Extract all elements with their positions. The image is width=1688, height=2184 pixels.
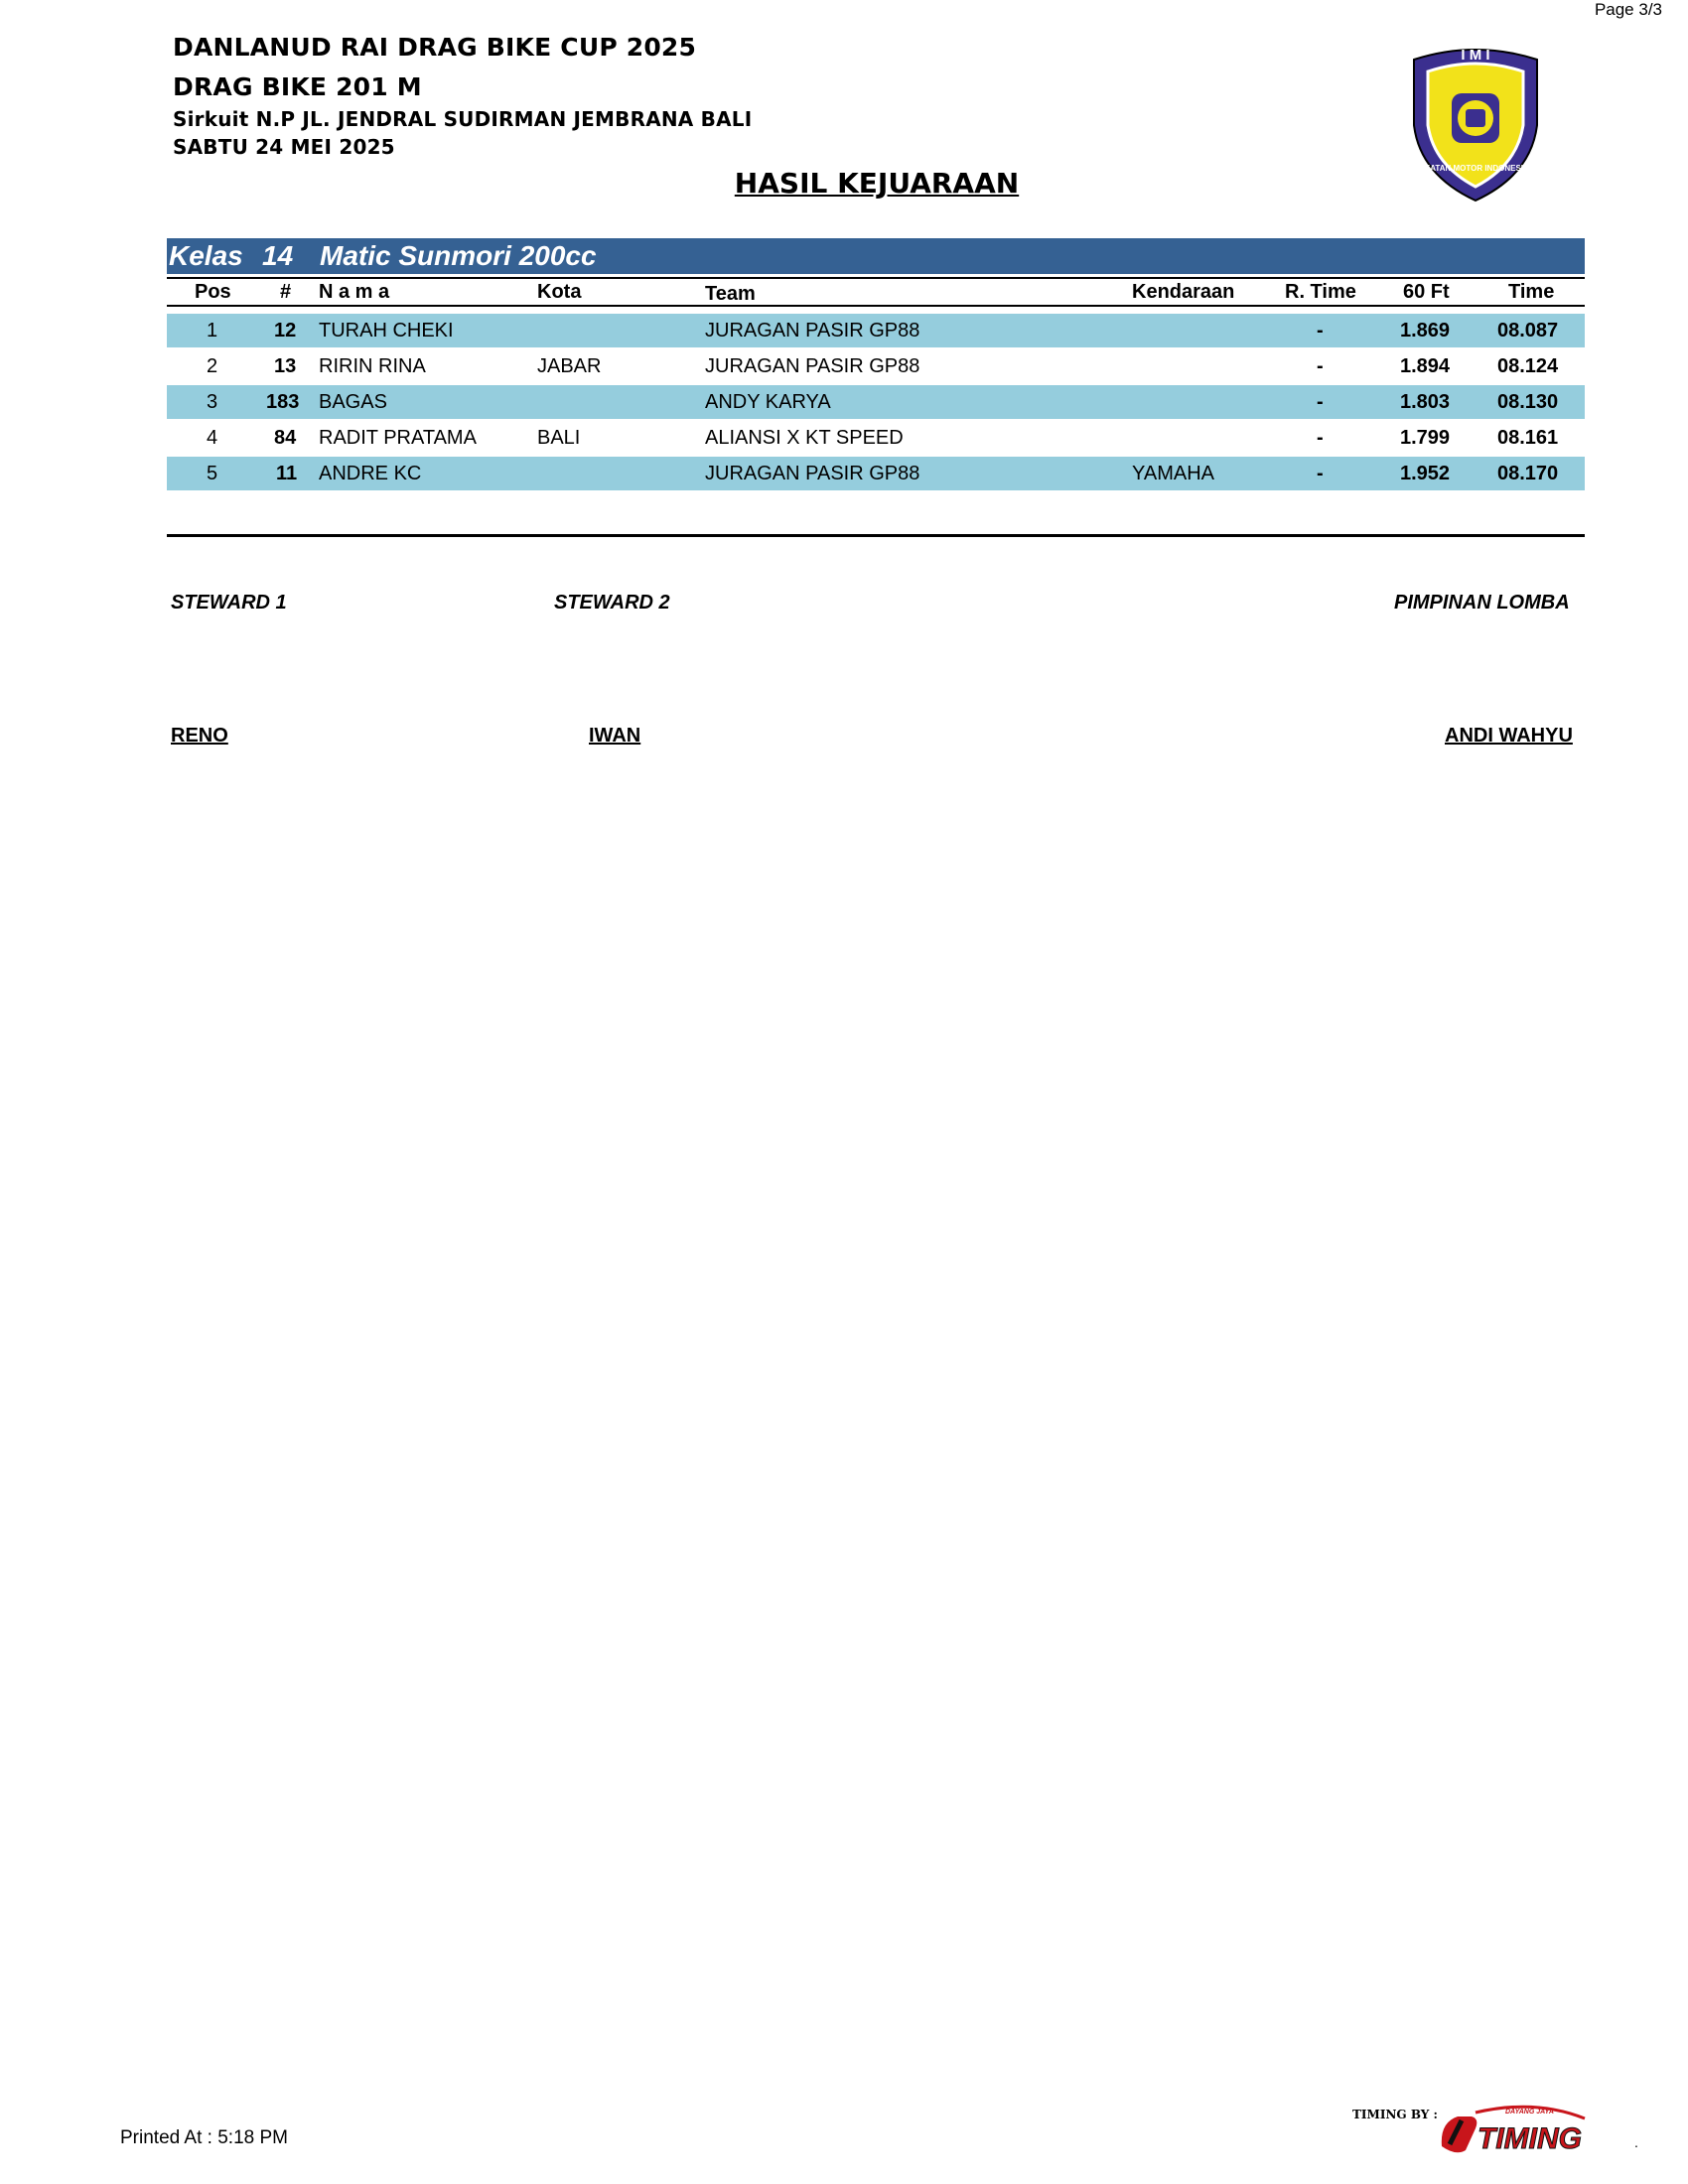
row-60ft: 1.952 (1400, 463, 1451, 484)
logo-top-text: I M I (1461, 47, 1490, 64)
row-rtime: - (1317, 355, 1324, 377)
event-venue: Sirkuit N.P JL. JENDRAL SUDIRMAN JEMBRANA BALI (173, 107, 753, 131)
row-number: 12 (274, 320, 297, 341)
row-number: 11 (276, 463, 298, 484)
row-rtime: - (1317, 320, 1324, 341)
row-kota: JABAR (537, 355, 602, 377)
row-time: 08.130 (1497, 391, 1559, 413)
row-number: 84 (274, 427, 297, 449)
steward1-role: STEWARD 1 (171, 592, 287, 614)
row-60ft: 1.803 (1400, 391, 1451, 413)
col-kota: Kota (537, 281, 582, 303)
row-name: RIRIN RINA (319, 355, 426, 377)
row-name: ANDRE KC (319, 463, 422, 484)
col-name: N a m a (319, 281, 390, 303)
col-kendaraan: Kendaraan (1132, 281, 1235, 303)
page-number: Page 3/3 (1594, 0, 1662, 19)
row-number: 183 (266, 391, 300, 413)
row-time: 08.161 (1497, 427, 1559, 449)
row-time: 08.170 (1497, 463, 1559, 484)
imi-emblem-logo (1406, 46, 1545, 205)
footer-dot: . (1634, 2134, 1638, 2150)
row-time: 08.087 (1497, 320, 1559, 341)
row-team: ALIANSI X KT SPEED (705, 427, 904, 449)
chief-role: PIMPINAN LOMBA (1394, 592, 1570, 614)
row-name: RADIT PRATAMA (319, 427, 477, 449)
steward2-name: IWAN (589, 725, 641, 747)
timing-brand-text: TIMING (1477, 2122, 1582, 2155)
class-name: Matic Sunmori 200cc (320, 240, 597, 271)
event-title: DANLANUD RAI DRAG BIKE CUP 2025 (173, 33, 697, 62)
chief-name: ANDI WAHYU (1445, 725, 1573, 747)
row-time: 08.124 (1497, 355, 1559, 377)
document-title: HASIL KEJUARAAN (734, 167, 1020, 200)
row-rtime: - (1317, 463, 1324, 484)
logo-ring-text: IKATAN MOTOR INDONESIA (1422, 164, 1529, 173)
timing-brand-logo (1436, 2103, 1605, 2156)
steward2-role: STEWARD 2 (554, 592, 670, 614)
row-60ft: 1.869 (1400, 320, 1451, 341)
table-row (167, 314, 1585, 347)
row-kota: BALI (537, 427, 581, 449)
row-name: BAGAS (319, 391, 387, 413)
table-row (167, 349, 1585, 383)
row-60ft: 1.799 (1400, 427, 1451, 449)
printed-at: Printed At : 5:18 PM (120, 2127, 288, 2148)
row-team: JURAGAN PASIR GP88 (705, 463, 920, 484)
table-header (167, 277, 1585, 307)
timing-by-label: TIMING BY : (1352, 2108, 1438, 2121)
col-time: Time (1508, 281, 1555, 303)
row-pos: 5 (207, 463, 218, 484)
table-row (167, 421, 1585, 455)
row-team: JURAGAN PASIR GP88 (705, 320, 920, 341)
col-pos: Pos (195, 281, 231, 303)
col-60ft: 60 Ft (1403, 281, 1450, 303)
class-label: Kelas (169, 240, 243, 271)
table-row (167, 457, 1585, 490)
row-number: 13 (274, 355, 297, 377)
class-header-bar (167, 238, 1585, 274)
event-date: SABTU 24 MEI 2025 (173, 135, 395, 159)
table-bottom-rule (167, 534, 1585, 537)
row-rtime: - (1317, 391, 1324, 413)
row-pos: 1 (207, 320, 218, 341)
row-pos: 2 (207, 355, 218, 377)
col-number: # (280, 281, 292, 303)
col-rtime: R. Time (1285, 281, 1356, 303)
timing-sub-text: DAYANG JAYA (1505, 2109, 1554, 2116)
row-team: ANDY KARYA (705, 391, 831, 413)
row-name: TURAH CHEKI (319, 320, 454, 341)
event-category: DRAG BIKE 201 M (173, 72, 422, 101)
row-pos: 3 (207, 391, 218, 413)
row-team: JURAGAN PASIR GP88 (705, 355, 920, 377)
row-kendaraan: YAMAHA (1132, 463, 1214, 484)
steward1-name: RENO (171, 725, 228, 747)
row-pos: 4 (207, 427, 218, 449)
table-row (167, 385, 1585, 419)
row-60ft: 1.894 (1400, 355, 1451, 377)
col-team: Team (705, 283, 756, 305)
class-number: 14 (262, 240, 294, 271)
row-rtime: - (1317, 427, 1324, 449)
